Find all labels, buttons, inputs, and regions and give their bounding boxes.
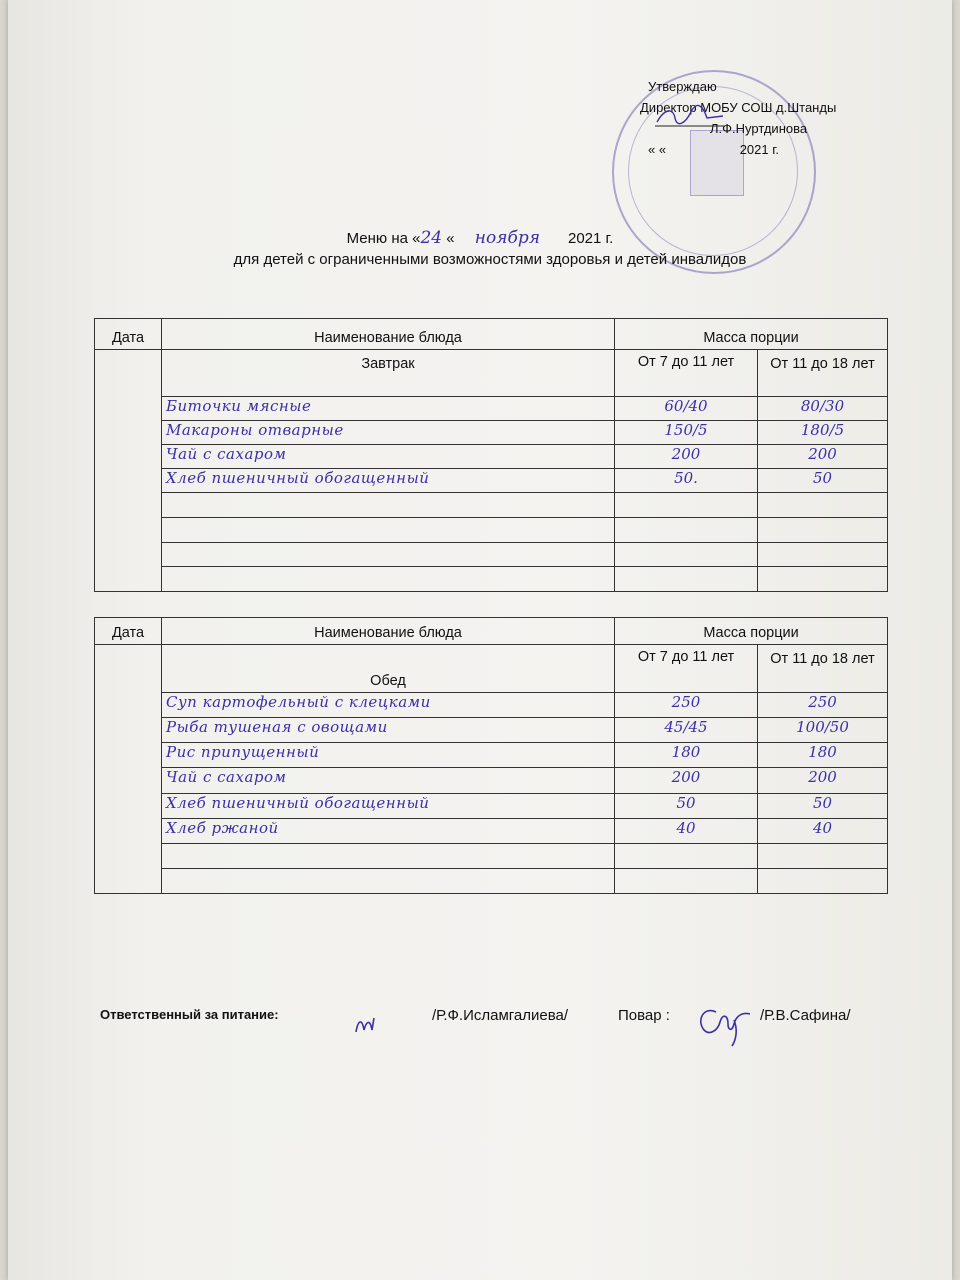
- mass-age1: 50.: [615, 469, 758, 493]
- table-row: [95, 693, 888, 718]
- approval-line1: Утверждаю: [648, 79, 717, 94]
- approval-line3: Л.Ф.Нуртдинова: [710, 121, 808, 136]
- header-dish: Наименование блюда: [162, 618, 615, 645]
- dish-name: Биточки мясные: [162, 397, 615, 421]
- header-age1: От 7 до 11 лет: [615, 350, 758, 397]
- mass-age1: 60/40: [615, 397, 758, 421]
- mass-age2: 180/5: [758, 421, 888, 445]
- mass-age2: 200: [758, 445, 888, 469]
- dish-name: Суп картофельный с клецками: [162, 693, 615, 718]
- mass-age2: 80/30: [758, 397, 888, 421]
- table-row: [95, 794, 888, 819]
- mass-age1: 200: [615, 445, 758, 469]
- dish-name: Рыба тушеная с овощами: [162, 718, 615, 743]
- header-age1: От 7 до 11 лет: [615, 645, 758, 693]
- mass-age2: 50: [758, 469, 888, 493]
- mass-age2: 250: [758, 693, 888, 718]
- table-row: [95, 718, 888, 743]
- dish-name: Хлеб пшеничный обогащенный: [162, 469, 615, 493]
- table-row: [95, 743, 888, 768]
- date-cell: [95, 350, 162, 592]
- table-row-empty: [95, 493, 888, 518]
- header-age2: От 11 до 18 лет: [758, 350, 888, 397]
- meal-label-breakfast: Завтрак: [162, 350, 615, 397]
- cook-label: Повар :: [618, 1007, 670, 1024]
- table-row-empty: [95, 567, 888, 592]
- dish-name: Чай с сахаром: [162, 445, 615, 469]
- responsible-signature: [352, 1008, 382, 1038]
- mass-age2: 100/50: [758, 718, 888, 743]
- mass-age1: 45/45: [615, 718, 758, 743]
- dish-name: Чай с сахаром: [162, 768, 615, 794]
- table-row-empty: [95, 844, 888, 869]
- table-row: [95, 445, 888, 469]
- mass-age1: 150/5: [615, 421, 758, 445]
- cook-name: /Р.В.Сафина/: [760, 1007, 851, 1024]
- header-mass: Масса порции: [615, 319, 888, 350]
- dish-name: Рис припущенный: [162, 743, 615, 768]
- mass-age2: 200: [758, 768, 888, 794]
- dish-name: Хлеб ржаной: [162, 819, 615, 844]
- mass-age2: 180: [758, 743, 888, 768]
- responsible-name: /Р.Ф.Исламгалиева/: [432, 1007, 569, 1024]
- breakfast-table: [94, 318, 888, 592]
- date-cell: [95, 645, 162, 894]
- dish-name: Хлеб пшеничный обогащенный: [162, 794, 615, 819]
- menu-title: Меню на «24 « ноября 2021 г.: [346, 228, 614, 248]
- mass-age1: 180: [615, 743, 758, 768]
- table-row: [95, 768, 888, 794]
- table-row: [95, 819, 888, 844]
- table-row: [95, 469, 888, 493]
- menu-month: ноября: [474, 228, 540, 248]
- cook-signature: [694, 1000, 760, 1048]
- approval-line2: Директор МОБУ СОШ д.Штанды: [640, 100, 837, 115]
- menu-day: 24: [420, 228, 443, 248]
- header-date: Дата: [95, 618, 162, 645]
- approval-line4: « « 2021 г.: [648, 142, 780, 157]
- mass-age1: 50: [615, 794, 758, 819]
- header-date: Дата: [95, 319, 162, 350]
- mass-age1: 250: [615, 693, 758, 718]
- table-row-empty: [95, 543, 888, 567]
- header-mass: Масса порции: [615, 618, 888, 645]
- mass-age2: 50: [758, 794, 888, 819]
- menu-subtitle: для детей с ограниченными возможностями здоровья и детей инвалидов: [233, 251, 747, 268]
- mass-age1: 200: [615, 768, 758, 794]
- lunch-table: [94, 617, 888, 894]
- director-signature: [655, 104, 725, 128]
- table-row: [95, 397, 888, 421]
- mass-age1: 40: [615, 819, 758, 844]
- header-age2: От 11 до 18 лет: [758, 645, 888, 693]
- table-row: [95, 421, 888, 445]
- table-row-empty: [95, 869, 888, 894]
- dish-name: Макароны отварные: [162, 421, 615, 445]
- responsible-label: Ответственный за питание:: [100, 1007, 279, 1022]
- meal-label-lunch: Обед: [162, 645, 615, 693]
- header-dish: Наименование блюда: [162, 319, 615, 350]
- mass-age2: 40: [758, 819, 888, 844]
- table-row-empty: [95, 518, 888, 543]
